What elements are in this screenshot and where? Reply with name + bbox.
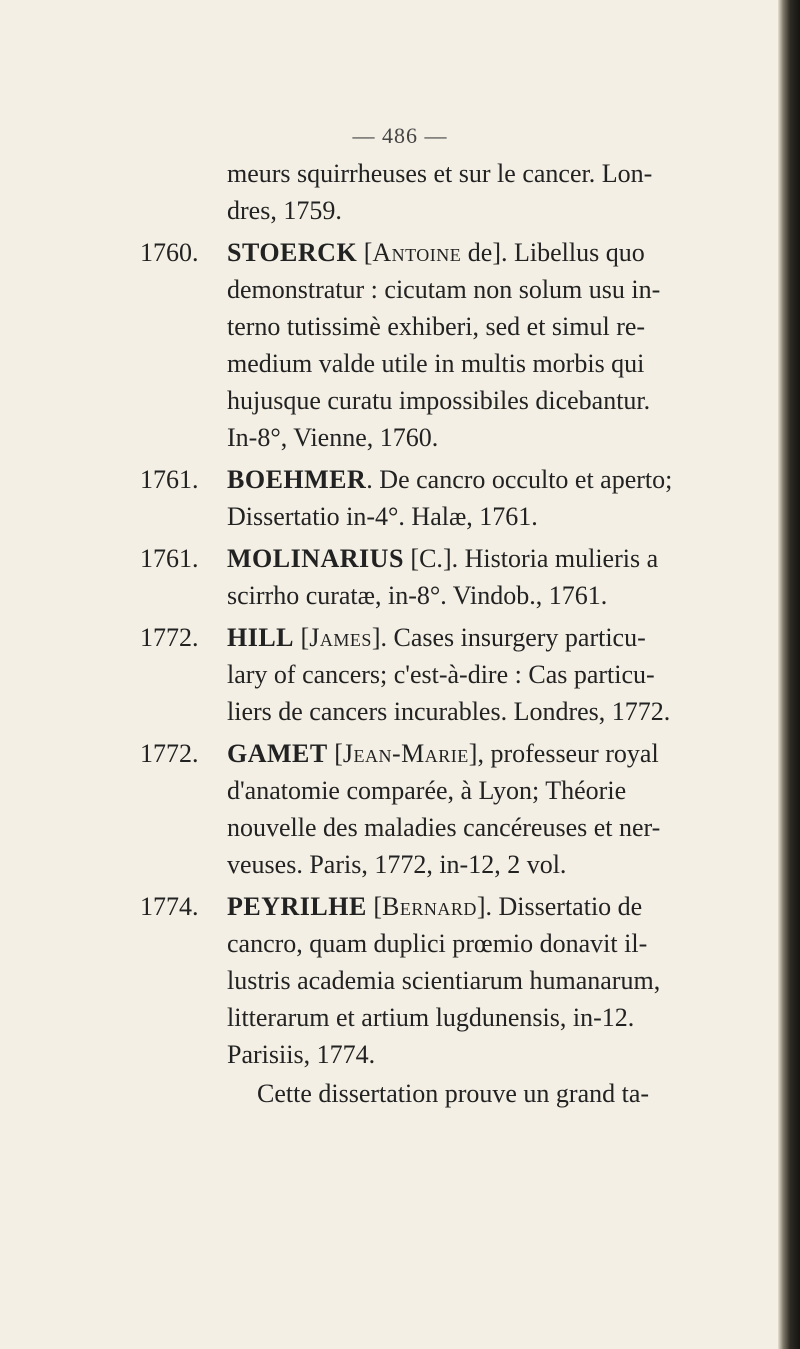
- text-line: . Dissertatio de: [485, 892, 643, 921]
- entry-year: 1760.: [140, 238, 199, 267]
- author-name: GAMET: [227, 739, 328, 768]
- bibliography-entry: [140, 735, 740, 883]
- author-name: HILL: [227, 623, 295, 652]
- text-line: hujusque curatu impossibiles dicebantur.: [227, 386, 651, 415]
- text-line: . Historia mulieris a: [451, 544, 659, 573]
- entry-first-line: MOLINARIUS [C.]. Historia mulieris a: [227, 544, 659, 573]
- text-line: scirrho curatæ, in-8°. Vindob., 1761.: [227, 581, 608, 610]
- bibliography-entry: [140, 540, 740, 614]
- text-line: meurs squirrheuses et sur le cancer. Lon-: [227, 159, 653, 188]
- text-line: veuses. Paris, 1772, in-12, 2 vol.: [227, 850, 567, 879]
- text-line: liers de cancers incurables. Londres, 1772.: [227, 697, 671, 726]
- entry-first-line: GAMET [Jean-Marie], professeur royal: [227, 739, 659, 768]
- text-line: d'anatomie comparée, à Lyon; Théorie: [227, 776, 627, 805]
- entry-year: 1761.: [140, 544, 199, 573]
- text-line: . Cases insurgery particu-: [380, 623, 646, 652]
- text-line: litterarum et artium lugdunensis, in-12.: [227, 1003, 635, 1032]
- author-forename: Bernard: [381, 892, 477, 921]
- entry-year: 1774.: [140, 892, 199, 921]
- text-line: . De cancro occulto et aperto;: [366, 465, 673, 494]
- text-line: nouvelle des maladies cancéreuses et ner-: [227, 813, 661, 842]
- entry-first-line: [227, 461, 740, 498]
- bibliography-entry: [140, 461, 740, 535]
- bibliography-entry: [140, 234, 740, 456]
- text-line: dres, 1759.: [227, 196, 342, 225]
- text-line: medium valde utile in multis morbis qui: [227, 349, 645, 378]
- author-name: PEYRILHE: [227, 892, 367, 921]
- bibliography-entry: [140, 888, 740, 1073]
- text-line: . Libellus quo: [501, 238, 645, 267]
- text-line: cancro, quam duplici prœmio donavit il-: [227, 929, 648, 958]
- text-line: lustris academia scientiarum humanarum,: [227, 966, 661, 995]
- author-forename: C.: [419, 544, 443, 573]
- bibliography-entry: [140, 619, 740, 730]
- author-particle: de: [461, 238, 493, 267]
- closing-note: Cette dissertation prouve un grand ta-: [257, 1079, 650, 1108]
- entry-year: 1772.: [140, 739, 199, 768]
- entry-first-line: PEYRILHE [Bernard]. Dissertatio de: [227, 892, 643, 921]
- bibliography-list: [140, 155, 740, 1112]
- text-line: demonstratur : cicutam non solum usu in-: [227, 275, 661, 304]
- entry-year: 1772.: [140, 623, 199, 652]
- author-name: BOEHMER: [227, 465, 367, 494]
- text-line: terno tutissimè exhiberi, sed et simul re-: [227, 312, 646, 341]
- text-line: Dissertatio in-4°. Halæ, 1761.: [227, 502, 538, 531]
- text-line: In-8°, Vienne, 1760.: [227, 423, 439, 452]
- author-forename: James: [309, 623, 372, 652]
- entry-first-line: HILL [James]. Cases insurgery particu-: [227, 623, 646, 652]
- author-forename: Antoine: [372, 238, 462, 267]
- page-edge-shadow: [778, 0, 800, 1349]
- entry-year: 1761.: [140, 465, 199, 494]
- text-line: , professeur royal: [477, 739, 659, 768]
- entry-first-line: STOERCK [Antoine de]. Libellus quo: [227, 238, 645, 267]
- continuation-text: [140, 155, 740, 229]
- author-forename: Jean-Marie: [342, 739, 469, 768]
- author-name: MOLINARIUS: [227, 544, 404, 573]
- text-line: lary of cancers; c'est-à-dire : Cas particu-: [227, 660, 655, 689]
- text-line: Parisiis, 1774.: [227, 1040, 376, 1069]
- page-number: — 486 —: [352, 123, 448, 148]
- author-name: STOERCK: [227, 238, 358, 267]
